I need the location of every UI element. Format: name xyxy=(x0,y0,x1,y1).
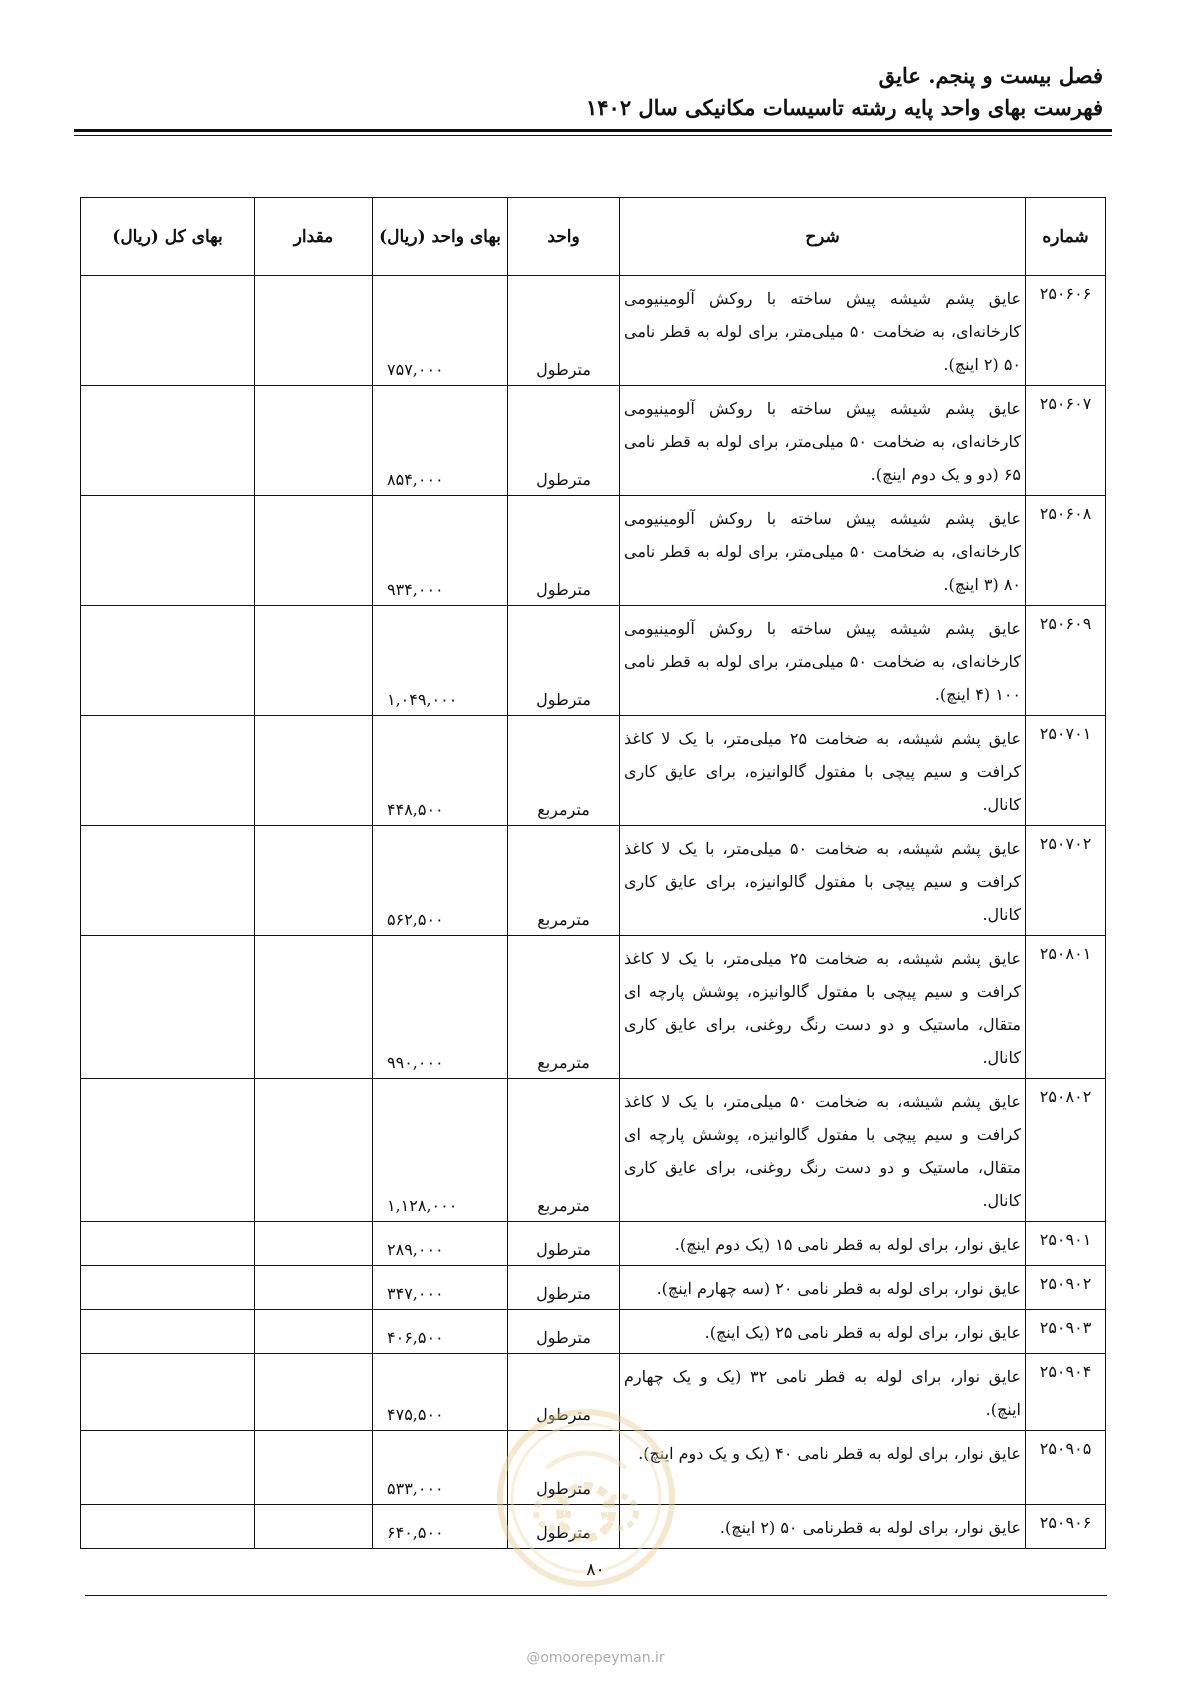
col-header-total: بهای کل (ریال) xyxy=(81,198,255,276)
row-unit-price: ۲۸۹,۰۰۰ xyxy=(373,1222,508,1266)
row-quantity xyxy=(255,826,373,936)
row-total xyxy=(81,496,255,606)
row-code: ۲۵۰۶۰۶ xyxy=(1026,276,1106,386)
row-code: ۲۵۰۷۰۱ xyxy=(1026,716,1106,826)
row-total xyxy=(81,1431,255,1505)
row-total xyxy=(81,276,255,386)
row-code: ۲۵۰۹۰۲ xyxy=(1026,1266,1106,1310)
row-code: ۲۵۰۶۰۷ xyxy=(1026,386,1106,496)
row-total xyxy=(81,1354,255,1431)
table-row xyxy=(81,936,1106,1079)
table-row xyxy=(81,496,1106,606)
row-unit: مترطول xyxy=(508,1222,620,1266)
row-description: عایق پشم شیشه، به ضخامت ۲۵ میلی‌متر، با یک لا کاغذ کرافت و سیم پیچی با مفتول گالوانیزه، برای عایق کاری کانال. xyxy=(620,716,1026,826)
page-header xyxy=(586,60,1103,124)
row-description: عایق پشم شیشه، به ضخامت ۵۰ میلی‌متر، با یک لا کاغذ کرافت و سیم پیچی با مفتول گالوانیزه، پوشش پارچه ای متقال، ماستیک و دو دست رنگ روغنی، برای عایق کاری کانال. xyxy=(620,1079,1026,1222)
row-description: عایق نوار، برای لوله به قطر نامی ۱۵ (یک دوم اینچ). xyxy=(620,1222,1026,1266)
table-row xyxy=(81,716,1106,826)
row-unit-price: ۱,۱۲۸,۰۰۰ xyxy=(373,1079,508,1222)
row-description: عایق پشم شیشه پیش ساخته با روکش آلومینیومی کارخانه‌ای، به ضخامت ۵۰ میلی‌متر، برای لوله به قطر نامی ۸۰ (۳ اینچ). xyxy=(620,496,1026,606)
row-quantity xyxy=(255,716,373,826)
row-code: ۲۵۰۷۰۲ xyxy=(1026,826,1106,936)
row-unit-price: ۹۳۴,۰۰۰ xyxy=(373,496,508,606)
row-description: عایق نوار، برای لوله به قطر نامی ۲۵ (یک اینچ). xyxy=(620,1310,1026,1354)
row-unit-price: ۸۵۴,۰۰۰ xyxy=(373,386,508,496)
row-unit-price: ۷۵۷,۰۰۰ xyxy=(373,276,508,386)
row-unit: مترطول xyxy=(508,1431,620,1505)
table-row xyxy=(81,1266,1106,1310)
row-unit-price: ۳۴۷,۰۰۰ xyxy=(373,1266,508,1310)
footer-rule xyxy=(85,1595,1107,1596)
row-unit-price: ۴۴۸,۵۰۰ xyxy=(373,716,508,826)
row-unit-price: ۴۰۶,۵۰۰ xyxy=(373,1310,508,1354)
table-row xyxy=(81,1079,1106,1222)
page-number: ۸۰ xyxy=(586,1560,605,1580)
row-code: ۲۵۰۶۰۸ xyxy=(1026,496,1106,606)
watermark-text: @omoorepeyman.ir xyxy=(526,1650,665,1666)
row-unit: مترطول xyxy=(508,276,620,386)
row-quantity xyxy=(255,496,373,606)
row-unit-price: ۶۴۰,۵۰۰ xyxy=(373,1505,508,1549)
row-quantity xyxy=(255,1079,373,1222)
row-description: عایق نوار، برای لوله به قطر نامی ۳۲ (یک و یک چهارم اینچ). xyxy=(620,1354,1026,1431)
row-unit: مترطول xyxy=(508,386,620,496)
row-code: ۲۵۰۸۰۲ xyxy=(1026,1079,1106,1222)
row-code: ۲۵۰۹۰۳ xyxy=(1026,1310,1106,1354)
row-unit-price: ۹۹۰,۰۰۰ xyxy=(373,936,508,1079)
row-unit-price: ۴۷۵,۵۰۰ xyxy=(373,1354,508,1431)
row-total xyxy=(81,1310,255,1354)
row-total xyxy=(81,1079,255,1222)
table-row xyxy=(81,1222,1106,1266)
row-total xyxy=(81,1266,255,1310)
row-code: ۲۵۰۶۰۹ xyxy=(1026,606,1106,716)
row-description: عایق پشم شیشه پیش ساخته با روکش آلومینیومی کارخانه‌ای، به ضخامت ۵۰ میلی‌متر، برای لوله به قطر نامی ۶۵ (دو و یک دوم اینچ). xyxy=(620,386,1026,496)
row-unit: مترمربع xyxy=(508,826,620,936)
row-total xyxy=(81,936,255,1079)
row-unit: مترطول xyxy=(508,1505,620,1549)
col-header-unit: واحد xyxy=(508,198,620,276)
row-unit: مترمربع xyxy=(508,1079,620,1222)
row-description: عایق نوار، برای لوله به قطرنامی ۵۰ (۲ اینچ). xyxy=(620,1505,1026,1549)
row-description: عایق پشم شیشه، به ضخامت ۲۵ میلی‌متر، با یک لا کاغذ کرافت و سیم پیچی با مفتول گالوانیزه، پوشش پارچه ای متقال، ماستیک و دو دست رنگ روغنی، برای عایق کاری کانال. xyxy=(620,936,1026,1079)
row-quantity xyxy=(255,1354,373,1431)
row-total xyxy=(81,1222,255,1266)
table-row xyxy=(81,606,1106,716)
row-unit: مترطول xyxy=(508,1266,620,1310)
row-quantity xyxy=(255,1222,373,1266)
row-quantity xyxy=(255,276,373,386)
row-total xyxy=(81,716,255,826)
col-header-quantity: مقدار xyxy=(255,198,373,276)
row-code: ۲۵۰۹۰۱ xyxy=(1026,1222,1106,1266)
row-quantity xyxy=(255,1266,373,1310)
row-code: ۲۵۰۹۰۴ xyxy=(1026,1354,1106,1431)
table-header-row xyxy=(81,198,1106,276)
row-total xyxy=(81,386,255,496)
row-unit: مترطول xyxy=(508,1310,620,1354)
row-unit-price: ۵۳۳,۰۰۰ xyxy=(373,1431,508,1505)
table-row xyxy=(81,276,1106,386)
chapter-title: فصل بیست و پنجم. عایق xyxy=(878,63,1103,88)
row-quantity xyxy=(255,386,373,496)
row-description: عایق نوار، برای لوله به قطر نامی ۲۰ (سه چهارم اینچ). xyxy=(620,1266,1026,1310)
row-unit-price: ۱,۰۴۹,۰۰۰ xyxy=(373,606,508,716)
header-rule xyxy=(74,129,1112,132)
row-quantity xyxy=(255,1431,373,1505)
row-total xyxy=(81,1505,255,1549)
row-quantity xyxy=(255,1310,373,1354)
row-total xyxy=(81,826,255,936)
document-title: فهرست بهای واحد پایه رشته تاسیسات مکانیکی سال ۱۴۰۲ xyxy=(585,95,1103,120)
price-table xyxy=(80,197,1106,1549)
row-quantity xyxy=(255,1505,373,1549)
row-description: عایق نوار، برای لوله به قطر نامی ۴۰ (یک و یک دوم اینچ). xyxy=(620,1431,1026,1505)
row-unit-price: ۵۶۲,۵۰۰ xyxy=(373,826,508,936)
table-row xyxy=(81,826,1106,936)
table-row xyxy=(81,386,1106,496)
row-quantity xyxy=(255,936,373,1079)
row-total xyxy=(81,606,255,716)
col-header-unit-price: بهای واحد (ریال) xyxy=(373,198,508,276)
row-code: ۲۵۰۹۰۵ xyxy=(1026,1431,1106,1505)
row-code: ۲۵۰۹۰۶ xyxy=(1026,1505,1106,1549)
col-header-description: شرح xyxy=(620,198,1026,276)
header-rule-thin xyxy=(74,135,1112,136)
row-unit: مترمربع xyxy=(508,936,620,1079)
table-row xyxy=(81,1310,1106,1354)
row-unit: مترطول xyxy=(508,1354,620,1431)
row-unit: مترطول xyxy=(508,606,620,716)
row-description: عایق پشم شیشه پیش ساخته با روکش آلومینیومی کارخانه‌ای، به ضخامت ۵۰ میلی‌متر، برای لوله به قطر نامی ۱۰۰ (۴ اینچ). xyxy=(620,606,1026,716)
row-description: عایق پشم شیشه پیش ساخته با روکش آلومینیومی کارخانه‌ای، به ضخامت ۵۰ میلی‌متر، برای لوله به قطر نامی ۵۰ (۲ اینچ). xyxy=(620,276,1026,386)
row-quantity xyxy=(255,606,373,716)
row-code: ۲۵۰۸۰۱ xyxy=(1026,936,1106,1079)
row-unit: مترمربع xyxy=(508,716,620,826)
row-unit: مترطول xyxy=(508,496,620,606)
col-header-code: شماره xyxy=(1026,198,1106,276)
row-description: عایق پشم شیشه، به ضخامت ۵۰ میلی‌متر، با یک لا کاغذ کرافت و سیم پیچی با مفتول گالوانیزه، برای عایق کاری کانال. xyxy=(620,826,1026,936)
